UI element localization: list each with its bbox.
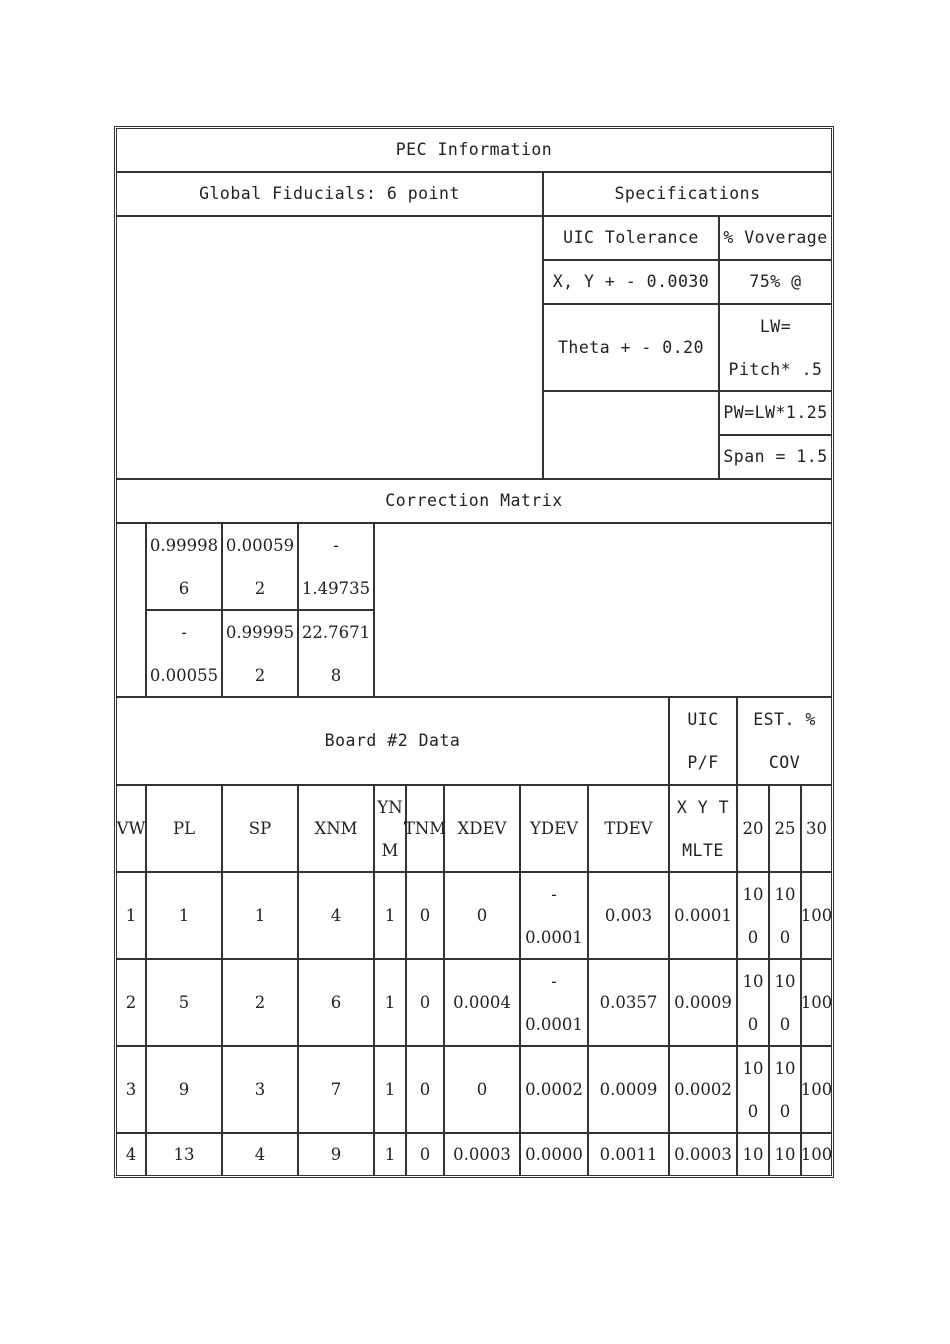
- table-cell-mlte: 0.0002: [669, 1046, 737, 1133]
- table-cell-mlte: 0.0001: [669, 872, 737, 959]
- table-cell-tdev: 0.0009: [588, 1046, 669, 1133]
- uic-pf-header: UIC P/F: [669, 697, 737, 785]
- table-cell-c25: 10 0: [769, 959, 801, 1046]
- col-ynm: YN M: [374, 785, 406, 872]
- table-cell-xnm: 9: [298, 1133, 374, 1176]
- table-cell-pl: 1: [146, 872, 222, 959]
- table-cell-c20: 10: [737, 1133, 769, 1176]
- matrix-cell: 0.00059 2: [222, 523, 298, 610]
- table-cell-tnm: 0: [406, 1133, 444, 1176]
- table-cell-ydev: - 0.0001: [520, 959, 588, 1046]
- est-cov-header: EST. % COV: [737, 697, 832, 785]
- table-cell-c30: 100: [801, 959, 832, 1046]
- board-data-title: Board #2 Data: [116, 697, 669, 785]
- table-cell-xdev: 0.0004: [444, 959, 520, 1046]
- table-cell-pl: 5: [146, 959, 222, 1046]
- matrix-cell: 0.99995 2: [222, 610, 298, 697]
- span-value: Span = 1.5: [719, 435, 832, 479]
- table-cell-pl: 13: [146, 1133, 222, 1176]
- matrix-cell: - 1.49735: [298, 523, 374, 610]
- matrix-left-blank: [116, 523, 146, 697]
- table-cell-c25: 10: [769, 1133, 801, 1176]
- col-tnm: TNM: [406, 785, 444, 872]
- table-cell-vw: 3: [116, 1046, 146, 1133]
- table-cell-c30: 100: [801, 1133, 832, 1176]
- table-cell-pl: 9: [146, 1046, 222, 1133]
- table-cell-sp: 4: [222, 1133, 298, 1176]
- table-cell-sp: 3: [222, 1046, 298, 1133]
- table-cell-vw: 2: [116, 959, 146, 1046]
- col-sp: SP: [222, 785, 298, 872]
- table-cell-mlte: 0.0003: [669, 1133, 737, 1176]
- global-fiducials: Global Fiducials: 6 point: [116, 172, 543, 216]
- lw-line2: Pitch* .5: [728, 359, 823, 379]
- table-cell-tdev: 0.0357: [588, 959, 669, 1046]
- lw-line1: LW=: [759, 316, 792, 336]
- table-cell-c25: 10 0: [769, 1046, 801, 1133]
- table-cell-tnm: 0: [406, 959, 444, 1046]
- coverage-header: % Voverage: [719, 216, 832, 260]
- table-cell-ynm: 1: [374, 1133, 406, 1176]
- uic-tolerance-header: UIC Tolerance: [543, 216, 719, 260]
- table-cell-c30: 100: [801, 1046, 832, 1133]
- table-cell-c20: 10 0: [737, 959, 769, 1046]
- blank-spec-cell: [543, 391, 719, 479]
- col-vw: VW: [116, 785, 146, 872]
- matrix-right-blank: [374, 523, 832, 697]
- col-xdev: XDEV: [444, 785, 520, 872]
- table-cell-ydev: - 0.0001: [520, 872, 588, 959]
- table-cell-xnm: 6: [298, 959, 374, 1046]
- correction-matrix-title: Correction Matrix: [116, 479, 832, 523]
- table-cell-xdev: 0.0003: [444, 1133, 520, 1176]
- table-cell-xdev: 0: [444, 872, 520, 959]
- table-cell-c25: 10 0: [769, 872, 801, 959]
- matrix-cell: 22.7671 8: [298, 610, 374, 697]
- col-xnm: XNM: [298, 785, 374, 872]
- col-25: 25: [769, 785, 801, 872]
- table-cell-tnm: 0: [406, 872, 444, 959]
- matrix-cell: - 0.00055: [146, 610, 222, 697]
- table-cell-ynm: 1: [374, 1046, 406, 1133]
- table-cell-tnm: 0: [406, 1046, 444, 1133]
- table-cell-xnm: 4: [298, 872, 374, 959]
- blank-area: [116, 216, 543, 479]
- table-cell-xdev: 0: [444, 1046, 520, 1133]
- table-cell-sp: 1: [222, 872, 298, 959]
- col-xyt-mlte: X Y T MLTE: [669, 785, 737, 872]
- table-cell-vw: 1: [116, 872, 146, 959]
- col-pl: PL: [146, 785, 222, 872]
- coverage-75: 75% @: [719, 260, 832, 304]
- table-cell-ydev: 0.0000: [520, 1133, 588, 1176]
- table-cell-mlte: 0.0009: [669, 959, 737, 1046]
- col-tdev: TDEV: [588, 785, 669, 872]
- table-cell-c20: 10 0: [737, 872, 769, 959]
- pw-formula: PW=LW*1.25: [719, 391, 832, 435]
- lw-formula: [719, 304, 832, 391]
- table-cell-c30: 100: [801, 872, 832, 959]
- table-cell-xnm: 7: [298, 1046, 374, 1133]
- table-cell-tdev: 0.003: [588, 872, 669, 959]
- specifications-header: Specifications: [543, 172, 832, 216]
- col-ydev: YDEV: [520, 785, 588, 872]
- table-cell-vw: 4: [116, 1133, 146, 1176]
- table-cell-tdev: 0.0011: [588, 1133, 669, 1176]
- table-cell-ynm: 1: [374, 872, 406, 959]
- col-30: 30: [801, 785, 832, 872]
- theta-tolerance: Theta + - 0.20: [543, 304, 719, 391]
- pec-title: PEC Information: [116, 128, 832, 172]
- matrix-cell: 0.99998 6: [146, 523, 222, 610]
- col-20: 20: [737, 785, 769, 872]
- table-cell-ydev: 0.0002: [520, 1046, 588, 1133]
- table-cell-sp: 2: [222, 959, 298, 1046]
- xy-tolerance: X, Y + - 0.0030: [543, 260, 719, 304]
- table-cell-c20: 10 0: [737, 1046, 769, 1133]
- table-cell-ynm: 1: [374, 959, 406, 1046]
